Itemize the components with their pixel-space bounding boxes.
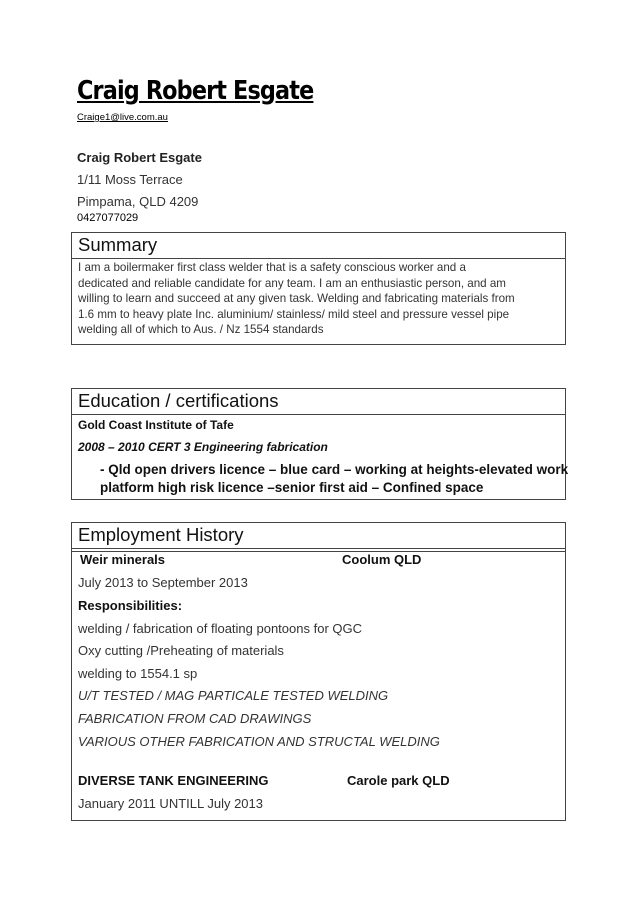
summary-text xyxy=(72,259,565,338)
job1-employer: Weir minerals xyxy=(80,552,166,567)
education-course: 2008 – 2010 CERT 3 Engineering fabrication xyxy=(78,440,328,454)
licence-line: - Qld open drivers licence – blue card – working at heights-elevated work xyxy=(100,462,569,477)
job1-duty: welding / fabrication of floating pontoons for QGC xyxy=(78,621,362,636)
education-institute: Gold Coast Institute of Tafe xyxy=(78,418,234,432)
summary-line: dedicated and reliable candidate for any team. I am an enthusiastic person, and am xyxy=(78,276,506,290)
job1-italic-duty: U/T TESTED / MAG PARTICALE TESTED WELDING xyxy=(78,688,389,703)
job2-location: Carole park QLD xyxy=(347,773,450,788)
job1-duty: Oxy cutting /Preheating of materials xyxy=(78,643,284,658)
employment-subheader-divider xyxy=(71,551,566,552)
phone-number: 0427077029 xyxy=(77,212,139,224)
address-street: 1/11 Moss Terrace xyxy=(77,172,183,187)
job1-responsibilities-label: Responsibilities: xyxy=(78,598,183,613)
employment-section xyxy=(71,522,566,821)
licence-line: platform high risk licence –senior first aid – Confined space xyxy=(100,480,484,495)
job1-italic-duty: VARIOUS OTHER FABRICATION AND STRUCTAL WELDING xyxy=(78,734,440,749)
job2-employer: DIVERSE TANK ENGINEERING xyxy=(78,773,269,788)
education-title: Education / certifications xyxy=(72,389,565,415)
summary-line: willing to learn and succeed at any given task. Welding and fabricating materials from xyxy=(78,292,515,305)
address-name: Craig Robert Esgate xyxy=(77,150,202,165)
address-city: Pimpama, QLD 4209 xyxy=(77,194,199,209)
job1-location: Coolum QLD xyxy=(342,552,422,567)
job1-duty: welding to 1554.1 sp xyxy=(78,666,198,681)
job1-italic-duty: FABRICATION FROM CAD DRAWINGS xyxy=(78,711,312,726)
summary-line: 1.6 mm to heavy plate Inc. aluminium/ stainless/ mild steel and pressure vessel pipe xyxy=(78,307,510,321)
email-link[interactable]: Craige1@live.com.au xyxy=(77,112,168,123)
resume-name-heading: Craig Robert Esgate xyxy=(77,76,314,106)
summary-title: Summary xyxy=(72,233,565,259)
job2-dates: January 2011 UNTILL July 2013 xyxy=(78,796,263,811)
summary-section xyxy=(71,232,566,345)
employment-title: Employment History xyxy=(72,523,565,549)
summary-line: I am a boilermaker first class welder that is a safety conscious worker and a xyxy=(78,261,466,274)
job1-dates: July 2013 to September 2013 xyxy=(78,575,248,590)
summary-line: welding all of which to Aus. / Nz 1554 standards xyxy=(78,323,324,336)
education-section xyxy=(71,388,569,500)
